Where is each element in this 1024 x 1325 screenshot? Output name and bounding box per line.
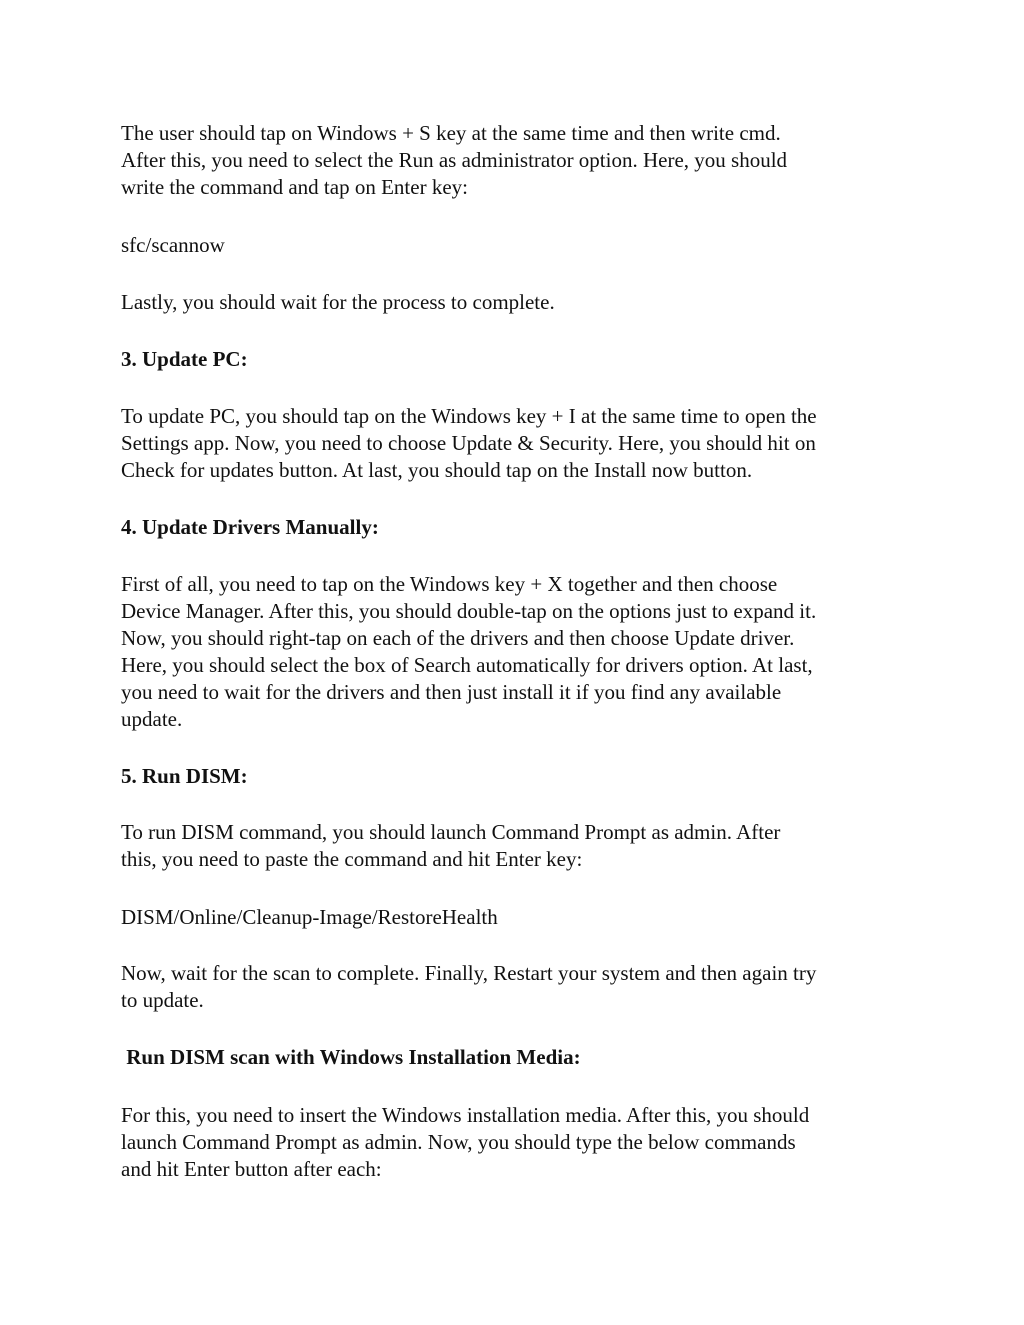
paragraph-wait-process: Lastly, you should wait for the process to complete. [121,290,555,314]
command-sfc-scannow: sfc/scannow [121,233,225,257]
paragraph-run-dism: To run DISM command, you should launch Command Prompt as admin. After this, you need to paste the command and hit Enter key: [121,820,781,871]
paragraph-installation-media: For this, you need to insert the Windows installation media. After this, you should launch Command Prompt as admin. Now, you should type the below commands and hit Enter button after each: [121,1103,810,1181]
paragraph-update-drivers: First of all, you need to tap on the Windows key + X together and then choose Device Manager. After this, you should double-tap on the options just to expand it. Now, you should right-tap on each of the drivers and then choose Update driver. Here, you should select the box of Search automatically for drivers option. At last, you need to wait for the drivers and then just install it if you find any available update. [121,572,817,731]
paragraph-update-pc: To update PC, you should tap on the Windows key + I at the same time to open the Settings app. Now, you need to choose Update & Security. Here, you should hit on Check for updates button. At last, you should tap on the Install now button. [121,404,817,482]
heading-update-drivers: 4. Update Drivers Manually: [121,515,379,539]
command-dism-restorehealth: DISM/Online/Cleanup-Image/RestoreHealth [121,905,498,929]
paragraph-open-cmd: The user should tap on Windows + S key at the same time and then write cmd. After this, you need to select the Run as administrator option. Here, you should write the command and tap on Enter key: [121,121,788,199]
heading-update-pc: 3. Update PC: [121,347,248,371]
paragraph-scan-complete: Now, wait for the scan to complete. Finally, Restart your system and then again try to update. [121,961,817,1012]
heading-run-dism: 5. Run DISM: [121,764,248,788]
heading-dism-installation-media: Run DISM scan with Windows Installation Media: [121,1045,581,1069]
